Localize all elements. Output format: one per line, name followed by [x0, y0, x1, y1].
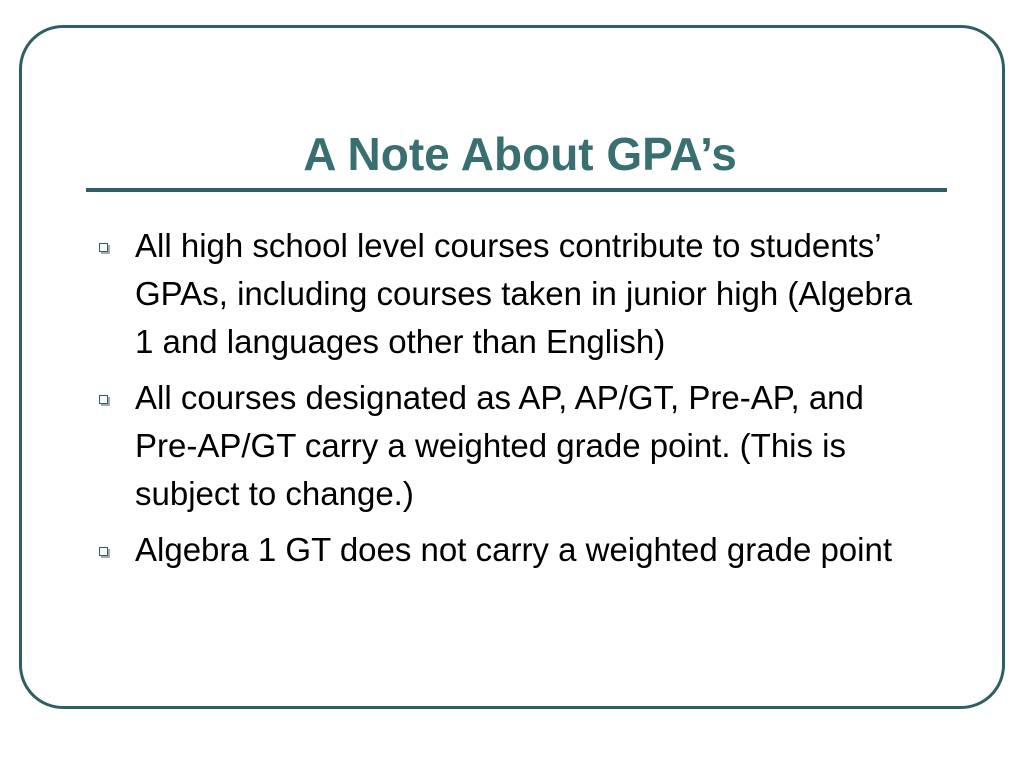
title-divider: [86, 188, 947, 192]
bullet-item: [96, 222, 916, 366]
slide-title: A Note About GPA’s: [303, 128, 737, 180]
bullet-item: [96, 374, 916, 518]
hollow-square-bullet-icon: [99, 243, 108, 252]
bullet-text: All high school level courses contribute to students’ GPAs, including courses taken in junior high (Algebra 1 and languages other than English): [135, 227, 913, 360]
bullet-text: Algebra 1 GT does not carry a weighted grade point: [135, 531, 893, 568]
bullet-text: All courses designated as AP, AP/GT, Pre-AP, and Pre-AP/GT carry a weighted grade point. (This is subject to change.): [135, 379, 864, 512]
bullet-list: [96, 222, 916, 582]
bullet-item: [96, 526, 916, 574]
hollow-square-bullet-icon: [99, 547, 108, 556]
hollow-square-bullet-icon: [99, 395, 108, 404]
